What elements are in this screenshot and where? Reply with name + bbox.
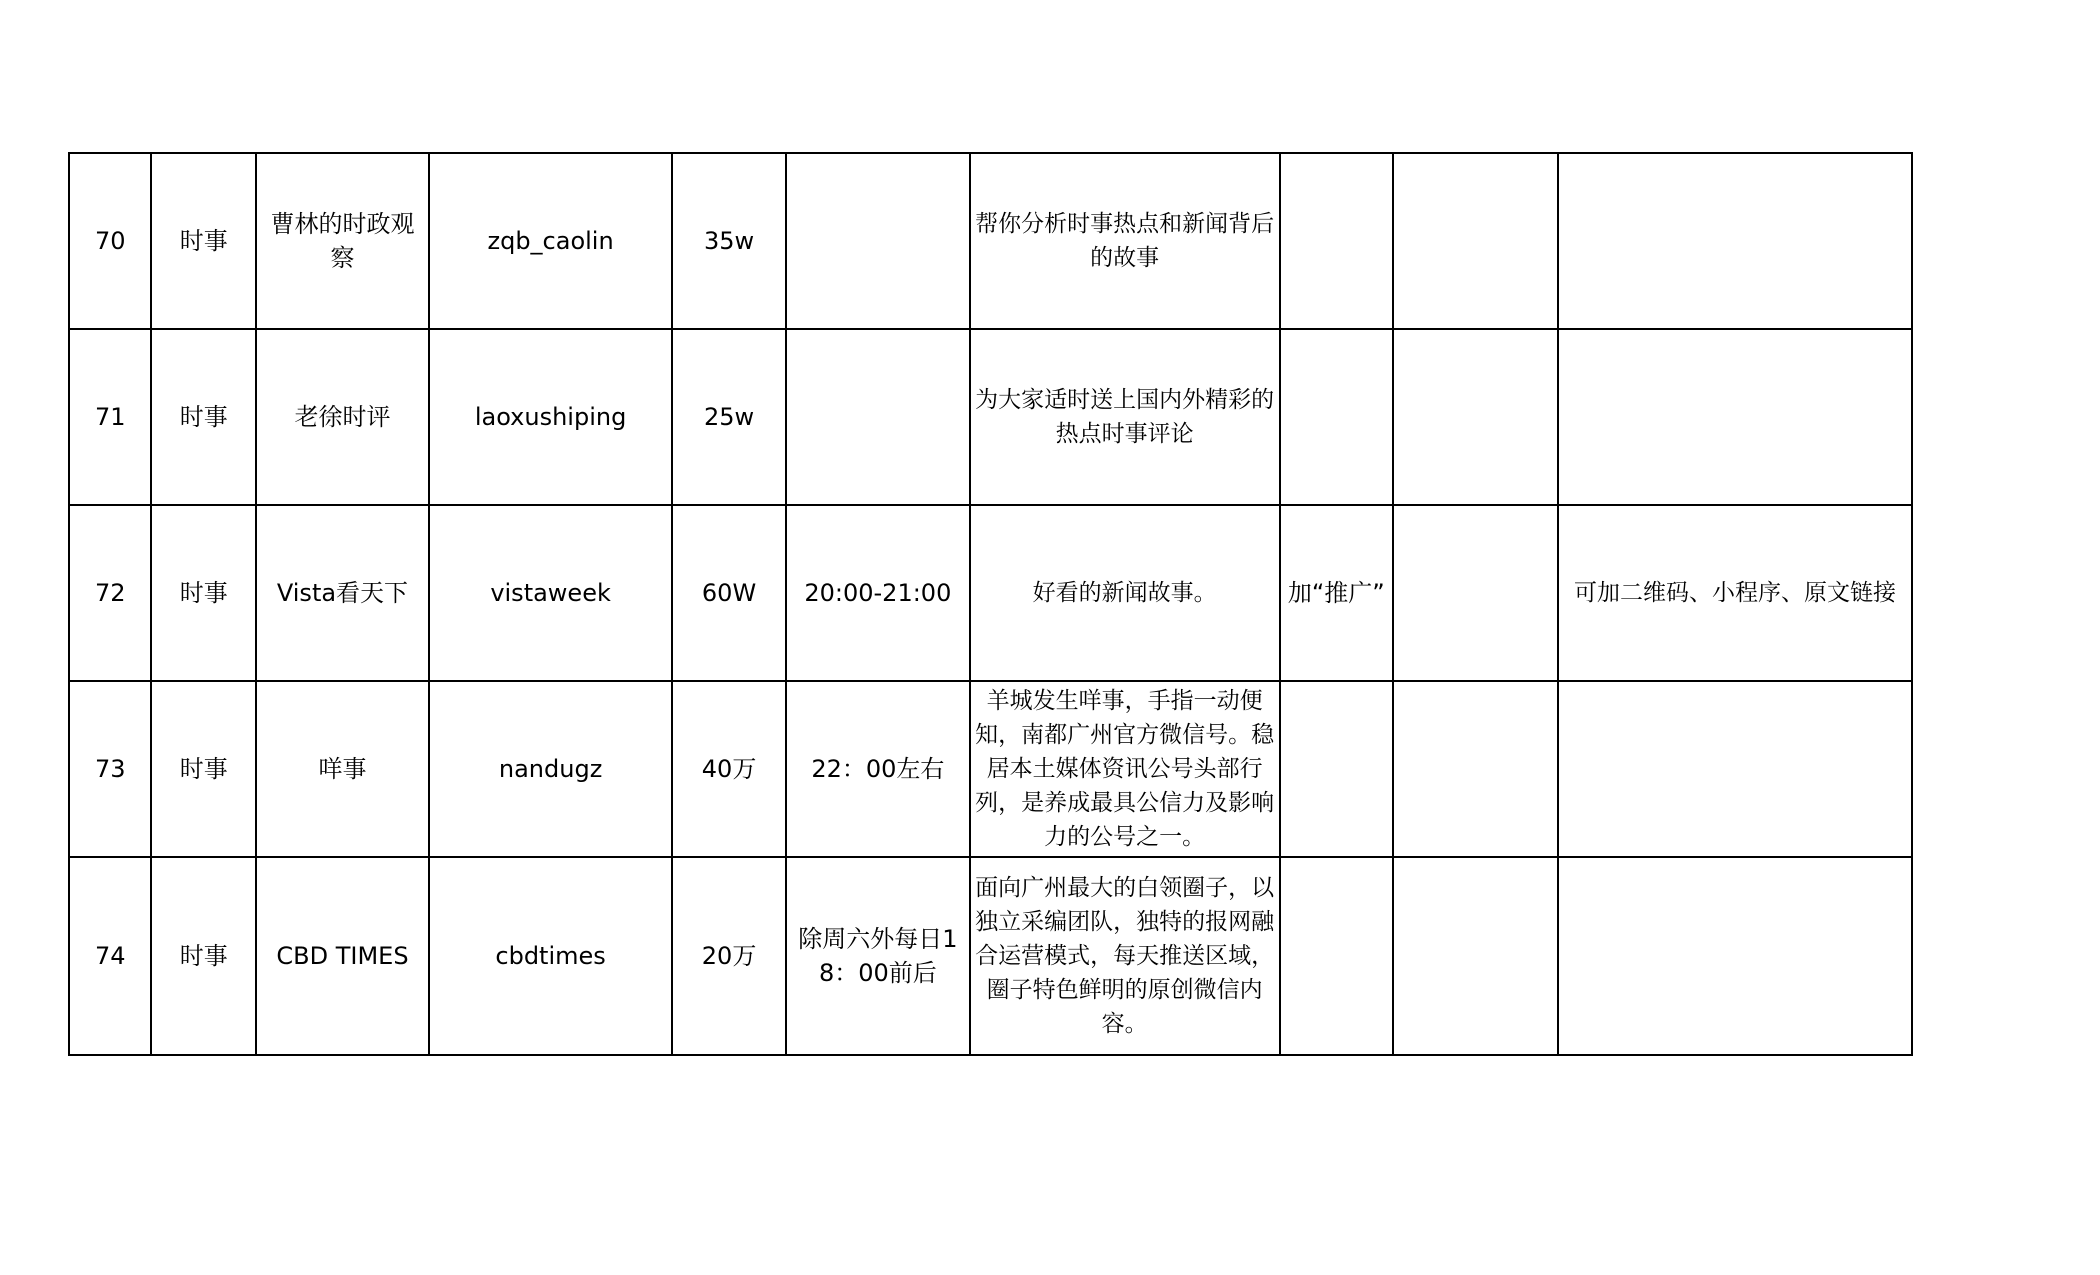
account-id-cell: vistaweek bbox=[429, 505, 672, 681]
account-id-cell: nandugz bbox=[429, 681, 672, 857]
table-row bbox=[69, 153, 1912, 329]
push-time-cell bbox=[786, 153, 970, 329]
row-number-cell: 71 bbox=[69, 329, 151, 505]
followers-cell: 25w bbox=[672, 329, 786, 505]
category-cell: 时事 bbox=[151, 505, 256, 681]
account-name-cell: CBD TIMES bbox=[256, 857, 429, 1055]
promo-cell bbox=[1280, 681, 1394, 857]
promo-cell: 加“推广” bbox=[1280, 505, 1394, 681]
followers-cell: 60W bbox=[672, 505, 786, 681]
account-name-cell: 咩事 bbox=[256, 681, 429, 857]
row-number-cell: 74 bbox=[69, 857, 151, 1055]
category-cell: 时事 bbox=[151, 329, 256, 505]
row-number-cell: 72 bbox=[69, 505, 151, 681]
description-cell: 好看的新闻故事。 bbox=[970, 505, 1280, 681]
category-cell: 时事 bbox=[151, 153, 256, 329]
notes-cell bbox=[1558, 857, 1912, 1055]
account-id-cell: cbdtimes bbox=[429, 857, 672, 1055]
promo-cell bbox=[1280, 329, 1394, 505]
extra-cell bbox=[1393, 505, 1558, 681]
description-cell: 面向广州最大的白领圈子，以独立采编团队，独特的报网融合运营模式，每天推送区域，圈子特色鲜明的原创微信内容。 bbox=[970, 857, 1280, 1055]
row-number-cell: 70 bbox=[69, 153, 151, 329]
extra-cell bbox=[1393, 681, 1558, 857]
account-name-cell: 老徐时评 bbox=[256, 329, 429, 505]
account-id-cell: laoxushiping bbox=[429, 329, 672, 505]
extra-cell bbox=[1393, 153, 1558, 329]
push-time-cell: 20:00-21:00 bbox=[786, 505, 970, 681]
push-time-cell bbox=[786, 329, 970, 505]
followers-cell: 20万 bbox=[672, 857, 786, 1055]
notes-cell bbox=[1558, 153, 1912, 329]
push-time-cell: 除周六外每日18：00前后 bbox=[786, 857, 970, 1055]
description-cell: 羊城发生咩事，手指一动便知，南都广州官方微信号。稳居本土媒体资讯公号头部行列，是养成最具公信力及影响力的公号之一。 bbox=[970, 681, 1280, 857]
account-id-cell: zqb_caolin bbox=[429, 153, 672, 329]
extra-cell bbox=[1393, 329, 1558, 505]
push-time-cell: 22：00左右 bbox=[786, 681, 970, 857]
account-name-cell: 曹林的时政观察 bbox=[256, 153, 429, 329]
notes-cell: 可加二维码、小程序、原文链接 bbox=[1558, 505, 1912, 681]
description-cell: 为大家适时送上国内外精彩的热点时事评论 bbox=[970, 329, 1280, 505]
promo-cell bbox=[1280, 857, 1394, 1055]
extra-cell bbox=[1393, 857, 1558, 1055]
table-row bbox=[69, 329, 1912, 505]
row-number-cell: 73 bbox=[69, 681, 151, 857]
table-row bbox=[69, 857, 1912, 1055]
description-cell: 帮你分析时事热点和新闻背后的故事 bbox=[970, 153, 1280, 329]
table-row bbox=[69, 681, 1912, 857]
promo-cell bbox=[1280, 153, 1394, 329]
category-cell: 时事 bbox=[151, 681, 256, 857]
table-row bbox=[69, 505, 1912, 681]
followers-cell: 40万 bbox=[672, 681, 786, 857]
category-cell: 时事 bbox=[151, 857, 256, 1055]
notes-cell bbox=[1558, 681, 1912, 857]
followers-cell: 35w bbox=[672, 153, 786, 329]
notes-cell bbox=[1558, 329, 1912, 505]
account-name-cell: Vista看天下 bbox=[256, 505, 429, 681]
media-accounts-table bbox=[68, 152, 1913, 1056]
